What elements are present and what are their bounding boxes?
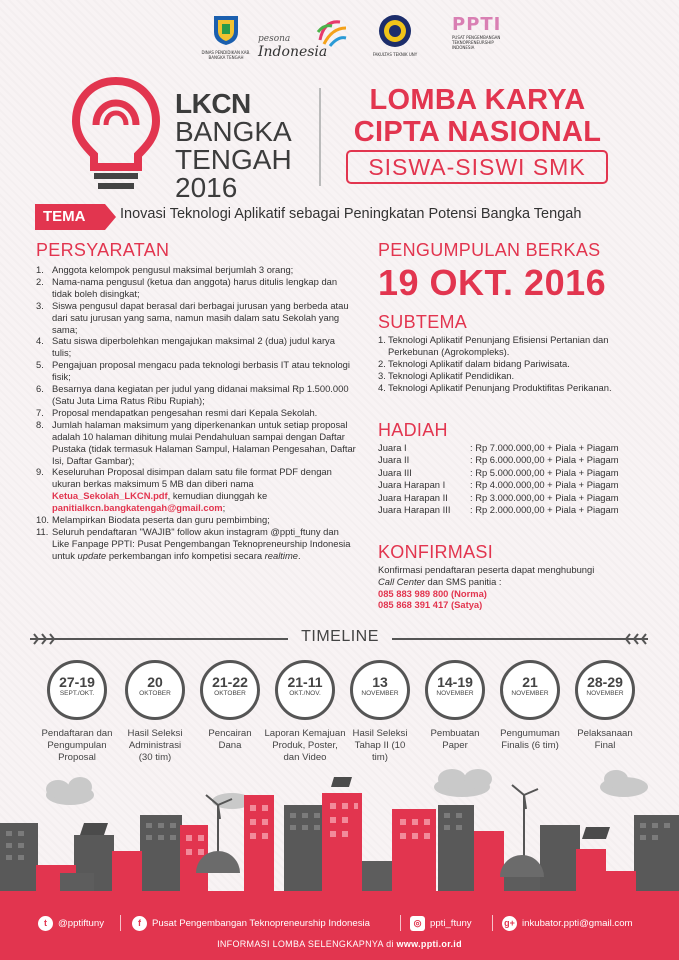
persyaratan-list (36, 264, 356, 562)
timeline-heading: TIMELINE (301, 628, 379, 645)
timeline-date-circle: 14-19 NOVEMBER (425, 660, 485, 720)
twitter-icon: t (38, 916, 53, 931)
social-bar (0, 911, 679, 935)
konfirmasi-line-1: Konfirmasi pendaftaran peserta dapat menghubungi (378, 564, 595, 575)
table-row: Juara Harapan I : Rp 4.000.000,00 + Piala + Piagam (378, 479, 619, 491)
list-item: 3. Teknologi Aplikatif Pendidikan. (378, 370, 515, 381)
dinas-pendidikan-logo (195, 14, 257, 60)
timeline-date-circle: 13 NOVEMBER (350, 660, 410, 720)
submission-email-link[interactable]: panitialkcn.bangkatengah@gmail.com (52, 502, 223, 514)
tema-arrow-icon (105, 204, 116, 230)
table-row: Juara Harapan III : Rp 2.000.000,00 + Piala + Piagam (378, 504, 619, 516)
list-item: 11. Seluruh pendaftaran "WAJIB" follow akun instagram @ppti_ftuny dan Like Fanpage PPTI: Pusat Pengembangan Teknopreneurship Indonesia untuk update perkembangan info kompetisi secara realtime. (36, 525, 351, 561)
instagram-icon: ◎ (410, 916, 425, 931)
event-short-name (175, 90, 292, 202)
lkcn-text: LKCN (175, 88, 251, 119)
google-plus-icon: g+ (502, 916, 517, 931)
konfirmasi-body (378, 564, 648, 611)
event-subtitle: SISWA-SISWI SMK (368, 154, 586, 180)
facebook-icon: f (132, 916, 147, 931)
list-item: 10. Melampirkan Biodata peserta dan guru pembimbing; (36, 514, 270, 526)
footer-divider (492, 915, 493, 931)
facebook-link[interactable]: f Pusat Pengembangan Teknopreneurship Indonesia (132, 911, 370, 935)
footer-divider (120, 915, 121, 931)
timeline-item: 14-19 NOVEMBER Pembuatan Paper (422, 660, 488, 752)
list-item: 9. Keseluruhan Proposal disimpan dalam satu file format PDF dengan ukuran berkas maksimum 5 MB dan diberi nama Ketua_Sekolah_LKCN.pdf, kemudian diunggah ke panitialkcn.bangkatengah@gmail.com; (36, 466, 332, 514)
tema-tag: TEMA (35, 204, 105, 230)
timeline-date-circle: 21-11 OKT./NOV. (275, 660, 335, 720)
twitter-link[interactable]: t @pptiftuny (38, 911, 104, 935)
pesona-small-text: pesona (258, 34, 291, 44)
timeline-item: 13 NOVEMBER Hasil Seleksi Tahap II (10 tim) (347, 660, 413, 764)
table-row: Juara II : Rp 6.000.000,00 + Piala + Piagam (378, 454, 619, 466)
list-item: 3. Siswa pengusul dapat berasal dari berbagai jurusan yang berbeda atau dari satu jurusan yang sama, namun masih dalam satu Sekolah yang sama; (36, 299, 349, 335)
pengumpulan-heading: PENGUMPULAN BERKAS (378, 240, 601, 260)
timeline-item: 21-22 OKTOBER Pencairan Dana (197, 660, 263, 752)
instagram-link[interactable]: ◎ ppti_ftuny (410, 911, 472, 935)
shield-emblem-icon (212, 14, 240, 46)
city-skyline-illustration (0, 765, 679, 905)
timeline-rule-left (30, 632, 290, 646)
phone-norma[interactable]: 085 883 989 800 (Norma) (378, 587, 487, 599)
gplus-email-link[interactable]: g+ inkubator.ppti@gmail.com (502, 911, 633, 935)
list-item: 1. Teknologi Aplikatif Penunjang Efisiensi Pertanian dan Perkebunan (Agrokompleks). (378, 334, 609, 357)
konfirmasi-heading: KONFIRMASI (378, 542, 494, 562)
persyaratan-heading: PERSYARATAN (36, 240, 170, 260)
ppti-label: PUSAT PENGEMBANGAN TEKNOPRENEURSHIP INDONESIA (452, 35, 501, 50)
table-row: Juara III : Rp 5.000.000,00 + Piala + Piagam (378, 466, 619, 478)
fakultas-teknik-logo (360, 14, 430, 57)
tema-text: Inovasi Teknologi Aplikatif sebagai Peningkatan Potensi Bangka Tengah (120, 206, 582, 222)
website-link[interactable]: www.ppti.or.id (396, 939, 462, 949)
timeline-date-circle: 28-29 NOVEMBER (575, 660, 635, 720)
timeline-date-circle: 21 NOVEMBER (500, 660, 560, 720)
list-item: 2. Nama-nama pengusul (ketua dan anggota) harus ditulis lengkap dan tidak boleh disingkat; (36, 275, 338, 299)
timeline-item: 21 NOVEMBER Pengumuman Finalis (6 tim) (497, 660, 563, 752)
file-name: Ketua_Sekolah_LKCN.pdf (52, 490, 168, 502)
timeline-item: 28-29 NOVEMBER Pelaksanaan Final (572, 660, 638, 752)
list-item: 2. Teknologi Aplikatif dalam bidang Pariwisata. (378, 358, 570, 369)
subtema-heading: SUBTEMA (378, 312, 468, 332)
lightbulb-icon (70, 75, 162, 195)
tengah-text: TENGAH (175, 144, 292, 175)
timeline-item: 21-11 OKT./NOV. Laporan Kemajuan Produk, Poster, dan Video (272, 660, 338, 764)
ppti-logo (452, 14, 532, 50)
bangka-text: BANGKA (175, 116, 292, 147)
event-title-line-1: LOMBA KARYA (369, 84, 586, 116)
list-item: 4. Satu siswa diperbolehkan mengajukan maksimal 2 (dua) judul karya tulis; (36, 335, 335, 359)
timeline-date-circle: 27-19 SEPT./OKT. (47, 660, 107, 720)
hadiah-heading: HADIAH (378, 420, 448, 440)
ft-label: FAKULTAS TEKNIK UNY (372, 52, 418, 57)
ppti-mark: PPTI (452, 14, 502, 35)
list-item: 7. Proposal mendapatkan pengesahan resmi dari Kepala Sekolah. (36, 406, 318, 418)
timeline-item: 27-19 SEPT./OKT. Pendaftaran dan Pengumpulan Proposal (44, 660, 110, 764)
konfirmasi-line-2: Call Center dan SMS panitia : (378, 575, 502, 587)
footer-divider (400, 915, 401, 931)
list-item: 4. Teknologi Aplikatif Penunjang Produktifitas Perikanan. (378, 382, 612, 393)
pesona-big-text: Indonesia (258, 44, 328, 60)
table-row: Juara Harapan II : Rp 3.000.000,00 + Piala + Piagam (378, 491, 619, 503)
timeline-date-circle: 21-22 OKTOBER (200, 660, 260, 720)
uny-emblem-icon (378, 14, 412, 48)
dinas-label: DINAS PENDIDIKAN KAB. BANGKA TENGAH (201, 50, 251, 60)
phone-satya[interactable]: 085 868 391 417 (Satya) (378, 599, 483, 611)
timeline-date-circle: 20 OKTOBER (125, 660, 185, 720)
logo-bar (0, 10, 679, 70)
list-item: 6. Besarnya dana kegiatan per judul yang didanai maksimal Rp 1.500.000 (Satu Juta Lima Ratus Ribu Rupiah); (36, 383, 349, 406)
list-item: 5. Pengajuan proposal mengacu pada teknologi berbasis IT atau teknologi fisik; (36, 359, 350, 383)
table-row: Juara I : Rp 7.000.000,00 + Piala + Piagam (378, 442, 619, 453)
list-item: 8. Jumlah halaman maksimum yang diperkenankan untuk setiap proposal adalah 10 halaman dihitung mulai Pendahuluan sampai dengan Daftar Pustaka (tidak termasuk Halaman Sampul, Halaman Pengesahan, Daftar Isi, Daftar Gambar); (36, 418, 356, 466)
timeline-item: 20 OKTOBER Hasil Seleksi Administrasi (30 tim) (122, 660, 188, 764)
footer (0, 905, 679, 960)
event-title (345, 84, 610, 148)
prize-table (378, 442, 648, 516)
info-line: INFORMASI LOMBA SELENGKAPNYA di www.ppti.or.id (217, 939, 462, 949)
year-text: 2016 (175, 172, 238, 203)
timeline-rule-right (390, 632, 650, 646)
title-divider (319, 88, 321, 186)
list-item: 1. Anggota kelompok pengusul maksimal berjumlah 3 orang; (36, 264, 294, 275)
deadline-date: 19 OKT. 2016 (378, 262, 607, 303)
subtema-list (378, 334, 648, 394)
event-subtitle-box (346, 150, 608, 184)
event-title-line-2: CIPTA NASIONAL (353, 116, 602, 148)
